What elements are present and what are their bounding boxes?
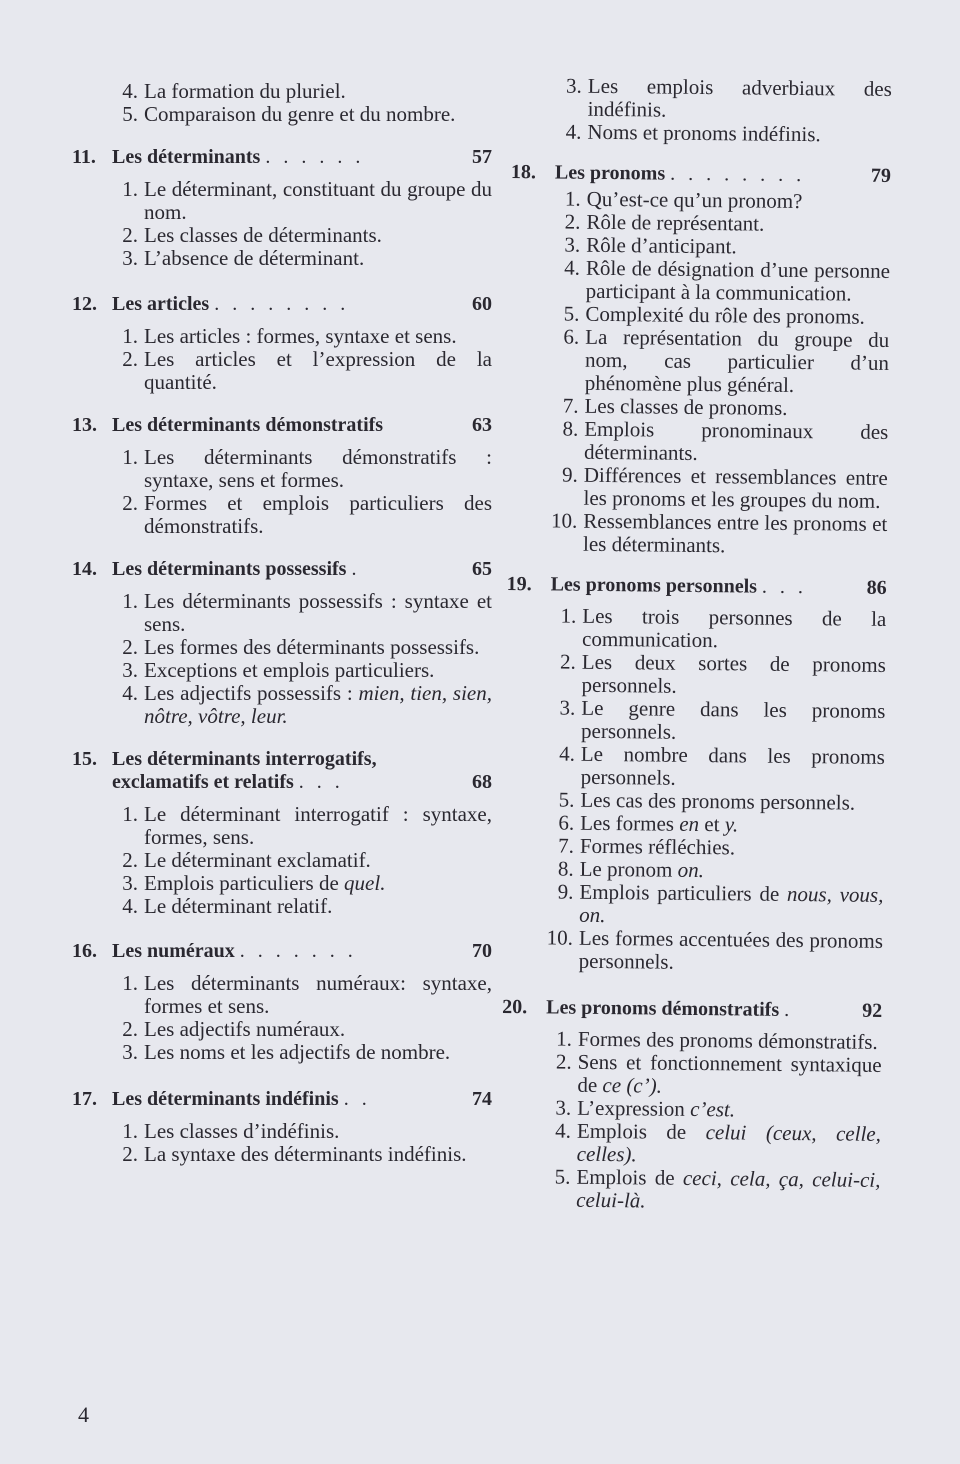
chapter-page: 74 [472, 1088, 492, 1110]
toc-subitem: 2. La syntaxe des déterminants indéfinis. [122, 1142, 467, 1166]
toc-subitem: 3. Emplois particuliers de quel. [122, 871, 386, 895]
toc-subitem: 1. Qu’est-ce qu’un pronom? [564, 186, 803, 214]
page-number: 4 [78, 1402, 89, 1427]
toc-subitem: 3. Le genre dans les pronoms personnels. [559, 695, 886, 744]
toc-subitem: 2. Les formes des déterminants possessifs. [122, 635, 480, 659]
toc-subitem: 7. Les classes de pronoms. [562, 393, 788, 420]
chapter-page: 63 [472, 414, 492, 436]
chapter-page: 57 [472, 146, 492, 168]
toc-subitem: 2. Formes et emplois particuliers des démonstratifs. [122, 491, 492, 538]
toc-subitem: 1. Les déterminants possessifs : syntaxe et sens. [122, 589, 492, 636]
chapter-heading: 16. Les numéraux . . . . . . . 70 [72, 940, 492, 962]
toc-subitem: 2. Sens et fonctionnement syntaxique de ce (c’). [555, 1049, 882, 1098]
toc-subitem: 1. Le déterminant, constituant du groupe du nom. [122, 177, 492, 224]
chapter-page: 65 [472, 558, 492, 580]
toc-subitem: 10. Ressemblances entre les pronoms et les déterminants. [550, 508, 888, 558]
toc-subitem: 9. Différences et ressemblances entre les pronoms et les groupes du nom. [561, 462, 888, 513]
chapter-heading: 18. Les pronoms . . . . . . . . 79 [510, 160, 892, 187]
chapter-heading: 15. Les déterminants interrogatifs, exclamatifs et relatifs . . . 68 [72, 748, 492, 793]
toc-subitem: 1. Les déterminants démonstratifs : syntaxe, sens et formes. [122, 445, 492, 492]
toc-subitem: 5. Les cas des pronoms personnels. [558, 787, 856, 815]
toc-subitem: 3. Exceptions et emplois particuliers. [122, 658, 435, 682]
chapter-page: 79 [870, 164, 892, 187]
toc-subitem: 5. Emplois de ceci, cela, ça, celui-ci, celui-là. [554, 1164, 881, 1213]
toc-subitem: 4. Emplois de celui (ceux, celle, celles). [555, 1118, 882, 1167]
chapter-heading: 12. Les articles . . . . . . . . 60 [72, 293, 492, 315]
toc-subitem: 8. Emplois pronominaux des déterminants. [562, 416, 889, 465]
toc-subitem: 7. Formes réfléchies. [558, 833, 736, 860]
chapter-page: 92 [862, 999, 883, 1022]
chapter-page: 70 [472, 940, 492, 962]
chapter-heading: 17. Les déterminants indéfinis . . 74 [72, 1088, 492, 1110]
toc-subitem: 2. Les classes de déterminants. [122, 223, 382, 247]
toc-subitem: 5. Complexité du rôle des pronoms. [563, 301, 865, 329]
toc-subitem: 3. L’expression c’est. [555, 1095, 736, 1122]
toc-subitem: 6. La représentation du groupe du nom, cas particulier d’un phénomène plus général. [563, 324, 890, 397]
toc-subitem: 10. Les formes accentuées des pronoms personnels. [546, 925, 884, 974]
chapter-heading: 20. Les pronoms démonstratifs . 92 [502, 995, 883, 1022]
chapter-page: 68 [472, 771, 492, 793]
toc-subitem: 4. Les adjectifs possessifs : mien, tien, sien, nôtre, vôtre, leur. [122, 681, 493, 728]
toc-subitem: 2. Les deux sortes de pronoms personnels. [559, 649, 886, 698]
toc-subitem: 4. La formation du pluriel. [122, 79, 346, 103]
toc-subitem: 6. Les formes en et y. [558, 810, 739, 837]
left-column [72, 74, 492, 1166]
toc-subitem: 2. Les adjectifs numéraux. [122, 1017, 346, 1041]
chapter-page: 60 [472, 293, 492, 315]
chapter-page: 86 [866, 576, 887, 599]
toc-subitem: 2. Rôle de représentant. [564, 209, 765, 236]
right-column [500, 74, 892, 1215]
toc-subitem: 8. Le pronom on. [557, 856, 705, 883]
toc-subitem: 1. Les classes d’indéfinis. [122, 1119, 340, 1143]
chapter-heading: 14. Les déterminants possessifs . 65 [72, 558, 492, 580]
toc-subitem: 4. Le nombre dans les pronoms personnels. [559, 741, 885, 790]
toc-subitem: 1. Le déterminant interrogatif : syntaxe, formes, sens. [122, 802, 492, 849]
toc-subitem: 3. Les noms et les adjectifs de nombre. [122, 1040, 451, 1064]
toc-subitem: 1. Les trois personnes de la communication. [560, 603, 887, 653]
chapter-heading: 19. Les pronoms personnels . . . 86 [506, 572, 887, 599]
toc-subitem: 4. Le déterminant relatif. [122, 894, 333, 918]
toc-subitem: 1. Les articles : formes, syntaxe et sens. [122, 324, 457, 348]
toc-subitem: 1. Les déterminants numéraux: syntaxe, formes et sens. [122, 971, 492, 1018]
toc-subitem: 2. Le déterminant exclamatif. [122, 848, 371, 872]
toc-subitem: 2. Les articles et l’expression de la quantité. [122, 347, 492, 394]
toc-subitem: 4. Rôle de désignation d’une personne participant à la communication. [564, 255, 891, 306]
toc-subitem: 4. Noms et pronoms indéfinis. [565, 119, 821, 147]
toc-subitem: 3. Rôle d’anticipant. [564, 232, 737, 259]
toc-subitem: 3. Les emplois adverbiaux des indéfinis. [566, 73, 892, 122]
chapter-heading: 13. Les déterminants démonstratifs 63 [72, 414, 492, 436]
toc-subitem: 5. Comparaison du genre et du nombre. [122, 102, 456, 126]
chapter-heading: 11. Les déterminants . . . . . . 57 [72, 146, 492, 168]
toc-subitem: 1. Formes des pronoms démonstratifs. [556, 1026, 878, 1054]
toc-subitem: 9. Emplois particuliers de nous, vous, on. [557, 879, 884, 928]
toc-subitem: 3. L’absence de déterminant. [122, 246, 365, 270]
